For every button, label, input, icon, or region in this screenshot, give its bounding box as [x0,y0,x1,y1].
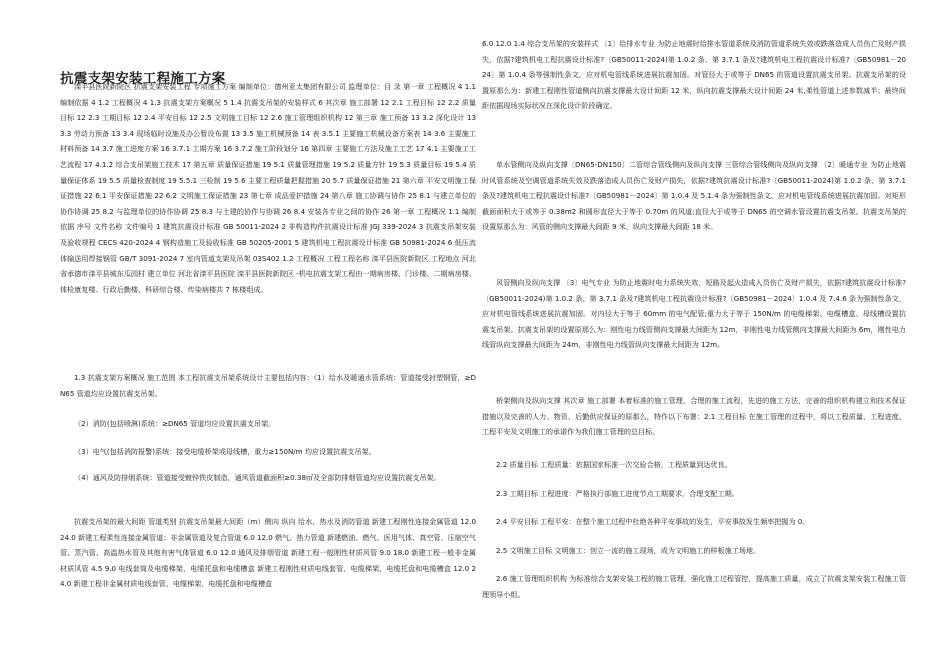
paragraph-hvac: 单水管侧向及纵向支撑〔DN65-DN150〕二管综合管线侧向及纵向支撑 三管综合管线侧向及纵向支撑 〔2〕暖通专业 为防止地震时风管系统及空调管道系统失效及跌落造成人员伤亡及财产损失，依据?建筑抗震设计标准?〔GB50011-2024)第 1.0.2 条、第 3.7.1 条及?建筑机电工程抗震设计标准?〔GB50981－2024〕第 1.0.4 及 5.1.4 条为强制性条文，应对机电管线系统进展抗震加固。对矩形截面面积大于或等于 0.38m2 和圆形直径大于等于 0.70m 的风道;直径大于或等于 DN65 的空调水管设置抗震支吊架。抗震支吊架的设置原那么为：风管的侧向支撑最大间距 9 米，纵向支撑最大间距 18 米。 [482,160,906,232]
paragraph-deployment: 桥架侧向及纵向支撑 其次章 施工部署 本着标准的施工管理，合理的施工流程，先进的施工方法，完善的组织机构建立和技术保证措施以及完善的人力、物资、后勤供应保证的原那么，特作以下布署：2.1 工程目标 在施工管理的过程中，将以工程质量、工程进度、工程平安及文明施工的承诺作为我们施工管理的总目标。 [482,396,906,437]
paragraph-toc-overview: 滦平县医院新院区 抗震支架安装工程 专项施工方案 编制单位：德州亚太集团有限公司 监理单位：目 录 第一章 工程概况 4 1.1 编制依据 4 1.2 工程概况 4 1.3 抗震支架方案概况 5 1.4 抗震支吊架的安装样式 6 其次章 施工部署 12 2.1 工程目标 12 2.2 质量目标 12 2.3 工期目标 12 2.4 平安目标 12 2.5 文明施工目标 12 2.6 施工管理组织机构 12 第三章 施工预备 13 3.2 深化设计 13 3.3 劳动力预备 13 3.4 现场临时设施及办公暂设布置 13 3.5 施工机械预备 14 表 3.5.1 主要施工机械设备方案表 14 3.6 主要施工材料预备 14 3.7 施工进度方案 16 3.7.1 工期方案 16 3.7.2 施工阶段划分 16 第四章 主要施工方法及施工工艺 17 4.1 主要施工工艺流程 17 4.1.2 综合支吊架施工技术 17 第五章 质量保证措施 19 5.1 质量管理措施 19 5.2 质量方针 19 5.3 质量目标 19 5.4 质量保证体系 19 5.5 质量检查制度 19 5.5.1 三检制 19 5.6 主要工程质量把握措施 20 5.7 质量保证措施 21 第六章 平安文明施工保证措施 22 6.1 平安保证措施 22 6.2 文明施工保证措施 23 第七章 成品爱护措施 24 第八章 施工协调与协作 25 8.1 与建立单位的协作协调 25 8.2 与监理单位的协作协调 25 8.3 与土建的协作与协调 26 8.4 安装各专业之间的协作 26 第一章 工程概况 1.1 编制依据 序号 文件名称 文件编号 1 建筑抗震设计标准 GB 50011-2024 2 非构造构件抗震设计标准 JGJ 339-2024 3 抗震支吊架安装及验收规程 CECS 420-2024 4 钢构造施工及验收标准 GB 50205-2001 5 建筑机电工程抗震设计标准 GB 50981-2024 6 低压流体输送用焊接钢管 GB/T 3091-2024 7 室内管道支架及吊架 03S402 1.2 工程概况 工程工程名称 滦平县医院新院区 工程地点 河北省承德市滦平县城东瓜园村 建立单位 河北省滦平县医院 滦平县医院新院区 -机电抗震支架工程由一期病房楼、门诊楼、二期病房楼、体检康复楼、行政后勤楼、科研综合楼、传染病楼共 7 栋楼组成。 [60,82,476,294]
paragraph-electrical-system: （3）电气(包括消防报警)系统：接受电缆桥架或母线槽，重力≥150N/m 均应设置抗震支吊架。 [74,447,376,456]
paragraph-civilized-goal: 2.5 文明施工目标 文明施工：创立一流的施工现场，成为文明施工的样板施工场地。 [496,546,761,555]
paragraph-safety-goal: 2.4 平安目标 工程平安：在整个施工过程中杜绝各种平安事故的发生，平安事故发生频率把握为 0。 [496,517,810,526]
paragraph-organization: 2.6 施工管理组织机构 为标准综合支架安装工程的施工管理，强化施工过程管控，提高施工质量，成立了抗震支架安装工程施工管理领导小组。 [482,574,906,599]
paragraph-schedule-goal: 2.3 工期目标 工程进度：严格执行部施工进度节点工期要求，合理支配工期。 [496,489,739,498]
paragraph-electrical: 风管侧向及纵向支撑 〔3〕电气专业 为防止地震时电力系统失效、短路及起火造成人员伤亡及财产损失，依据?建筑抗震设计标准?〔GB50011-2024)第 1.0.2 条、第 3.7.1 条及?建筑机电工程抗震设计标准?〔GB50981－2024〕1.0.4 及 7.4.6 条为强制性条文，应对机电管线系统进展抗震加固。对内径大于等于 60mm 的电气配管;重力大于等于 150N/m 的电缆梯架、电缆槽盒、母线槽设置抗震支吊架。抗震支吊架的设置原那么为：刚性电力线管侧向支撑最大间距为 12m，非刚性电力线管侧向支撑最大间距为 6m，刚性电力线管纵向支撑最大间距为 24m，非刚性电力线管纵向支撑最大间距为 12m。 [482,278,906,350]
paragraph-ventilation-system: （4）通风及防排烟系统：管道接受镀锌铁皮制造，通风管道截面积≥0.38㎡及全部防排烟管道均应设置抗震支吊架。 [74,473,441,482]
document-title: 抗震支架安装工程施工方案 [60,71,226,87]
paragraph-fire-system: （2）消防(包括喷淋)系统：≥DN65 管道均应设置抗震支吊架。 [74,419,276,428]
paragraph-plumbing: 6.0 12.0 1.4 综合支吊架的安装样式 〔1〕给排水专业 为防止地震时给排水管道系统及消防管道系统失效或跌落造成人员伤亡及财产损失，依据?建筑机电工程抗震设计标准?〔GB50011-2024)第 1.0.2 条、第 3.7.1 条及?建筑机电工程抗震设计标准?〔GB50981－2024〕第 1.0.4 条等强制性条文，应对机电管线系统进展抗震加固。对管径大于或等于 DN65 的管道设置抗震支吊架。抗震支吊架的设置原那么为：新建工程刚性管道侧向抗震支撑最大设计间距 12 米，纵向抗震支撑最大设计间距 24 米,柔性管道上述参数减半；最终间距依据现场实际状况在深化设计阶段确定。 [482,39,906,111]
paragraph-scope: 1.3 抗震支架方案概况 施工范围 本工程抗震支吊架系统设计主要包括内容：（1）给水及暖通水管系统：管道接受衬塑钢管，≥DN65 管道均应设置抗震支吊架。 [60,373,476,398]
paragraph-quality-goal: 2.2 质量目标 工程质量：依据国家标准一次交验合格，工程质量到达优良。 [496,460,732,469]
paragraph-max-spacing-table: 抗震支吊架的最大间距 管道类别 抗震支吊架最大间距（m）侧向 纵向 给水、热水及消防管道 新建工程刚性连接金属管道 12.0 24.0 新建工程柔性连接金属管道；非金属管道及复合管道 6.0 12.0 燃气、热力管道 新建燃油、燃气、医用气体、真空管、压缩空气管、蒸汽管、高温热水管及其他有害气体管道 6.0 12.0 通风及排烟管道 新建工程一般刚性材质风管 9.0 18.0 新建工程一般非金属材质风管 4.5 9.0 电线套筒及电缆梯架、电缆托盘和电缆槽盒 新建工程刚性材质电线套管、电缆梯架、电缆托盘和电缆槽盒 12.0 24.0 新建工程非金属材质电线套管、电缆梯架、电缆托盘和电缆槽盒 [60,517,476,589]
